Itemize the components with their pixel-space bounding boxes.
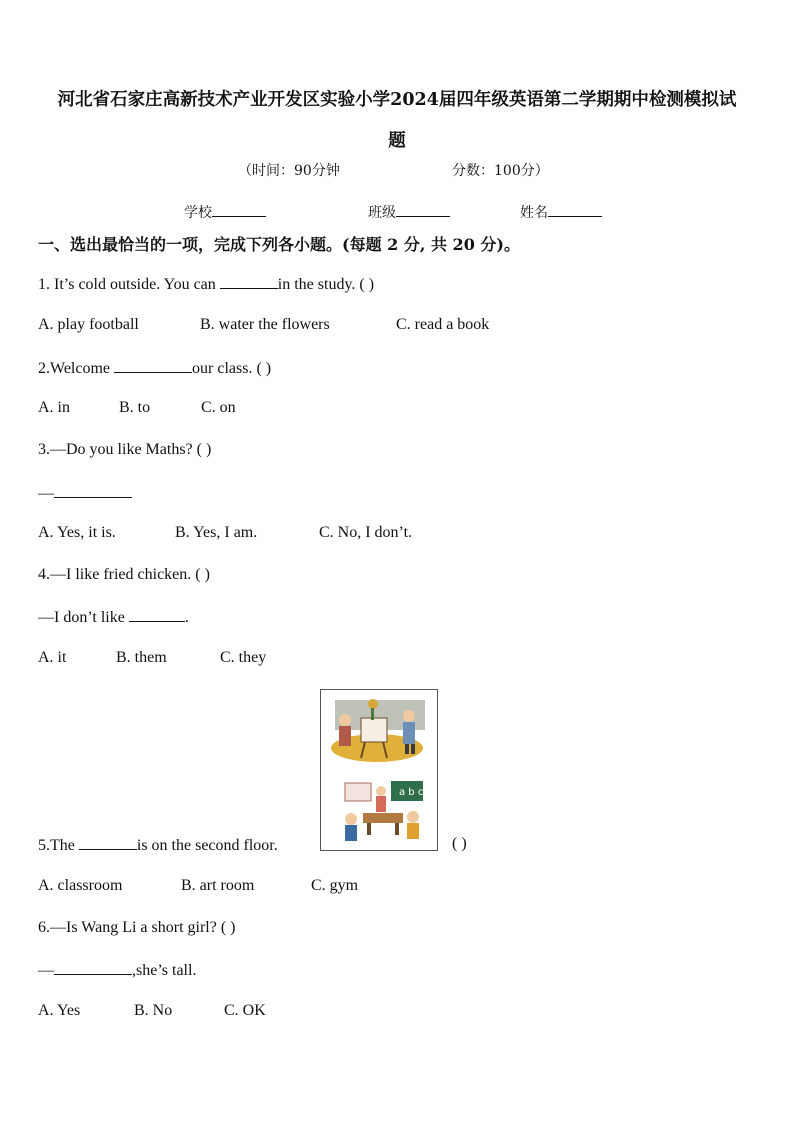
class-blank xyxy=(396,202,450,217)
art-room-illustration xyxy=(320,689,438,775)
name-field xyxy=(520,202,602,222)
question-4-answer xyxy=(38,607,189,627)
exam-time: （时间：90分钟 xyxy=(238,163,340,179)
question-6-option-a: A. Yes xyxy=(38,1002,81,1019)
question-2-stem-b: our class. ( ) xyxy=(192,360,272,377)
question-4-option-c: C. they xyxy=(220,649,267,666)
question-4-stem: 4.—I like fried chicken. ( ) xyxy=(38,566,210,583)
question-3-answer xyxy=(38,483,132,503)
question-4-answer-b: . xyxy=(184,609,189,626)
class-label: 班级 xyxy=(368,205,396,221)
exam-title-line1: 河北省石家庄高新技术产业开发区实验小学2024届四年级英语第二学期期中检测模拟试 xyxy=(57,90,737,110)
question-1-option-c: C. read a book xyxy=(396,316,490,333)
question-1-option-b: B. water the flowers xyxy=(200,316,330,333)
classroom-illustration xyxy=(320,773,438,851)
question-3-stem: 3.—Do you like Maths? ( ) xyxy=(38,441,212,458)
question-2-blank xyxy=(114,358,192,373)
question-5-paren: ( ) xyxy=(452,835,467,852)
question-1-stem-a: 1. It’s cold outside. You can xyxy=(38,276,220,293)
question-5-blank xyxy=(79,835,137,850)
question-6-answer-b: ,she’s tall. xyxy=(132,962,197,979)
question-5-option-b: B. art room xyxy=(181,877,255,894)
question-6-option-c: C. OK xyxy=(224,1002,266,1019)
question-5-option-a: A. classroom xyxy=(38,877,123,894)
question-6-answer xyxy=(38,960,196,980)
question-1-option-a: A. play football xyxy=(38,316,139,333)
question-3-blank xyxy=(54,483,132,498)
question-4-option-b: B. them xyxy=(116,649,167,666)
question-2-option-c: C. on xyxy=(201,399,236,416)
question-6-stem: 6.—Is Wang Li a short girl? ( ) xyxy=(38,919,236,936)
question-6-option-b: B. No xyxy=(134,1002,173,1019)
question-1-blank xyxy=(220,274,278,289)
question-4-blank xyxy=(129,607,185,622)
section-heading: 一、选出最恰当的一项，完成下列各小题。(每题 2 分, 共 20 分)。 xyxy=(38,235,520,254)
svg-text:a b c: a b c xyxy=(399,787,424,798)
question-2-stem-a: 2.Welcome xyxy=(38,360,115,377)
question-5 xyxy=(38,835,278,855)
question-5-option-c: C. gym xyxy=(311,877,359,894)
exam-title-line2: 题 xyxy=(388,131,406,151)
question-2 xyxy=(38,358,271,378)
school-blank xyxy=(212,202,266,217)
exam-score: 分数：100分） xyxy=(452,163,549,179)
question-3-option-a: A. Yes, it is. xyxy=(38,524,116,541)
question-5-stem-b: is on the second floor. xyxy=(136,837,278,854)
question-3-option-b: B. Yes, I am. xyxy=(175,524,258,541)
question-4-option-a: A. it xyxy=(38,649,67,666)
name-blank xyxy=(548,202,602,217)
class-field xyxy=(368,202,450,222)
name-label: 姓名 xyxy=(520,205,548,221)
question-6-blank xyxy=(54,960,132,975)
question-4-answer-a: —I don’t like xyxy=(38,609,129,626)
question-3-option-c: C. No, I don’t. xyxy=(319,524,413,541)
question-5-stem-a: 5.The xyxy=(38,837,79,854)
question-1-stem-b: in the study. ( ) xyxy=(277,276,375,293)
school-field xyxy=(184,202,266,222)
question-1 xyxy=(38,274,374,294)
question-6-dash: — xyxy=(38,962,54,979)
question-3-dash: — xyxy=(38,485,54,502)
school-label: 学校 xyxy=(184,205,212,221)
question-2-option-a: A. in xyxy=(38,399,70,416)
question-2-option-b: B. to xyxy=(119,399,151,416)
